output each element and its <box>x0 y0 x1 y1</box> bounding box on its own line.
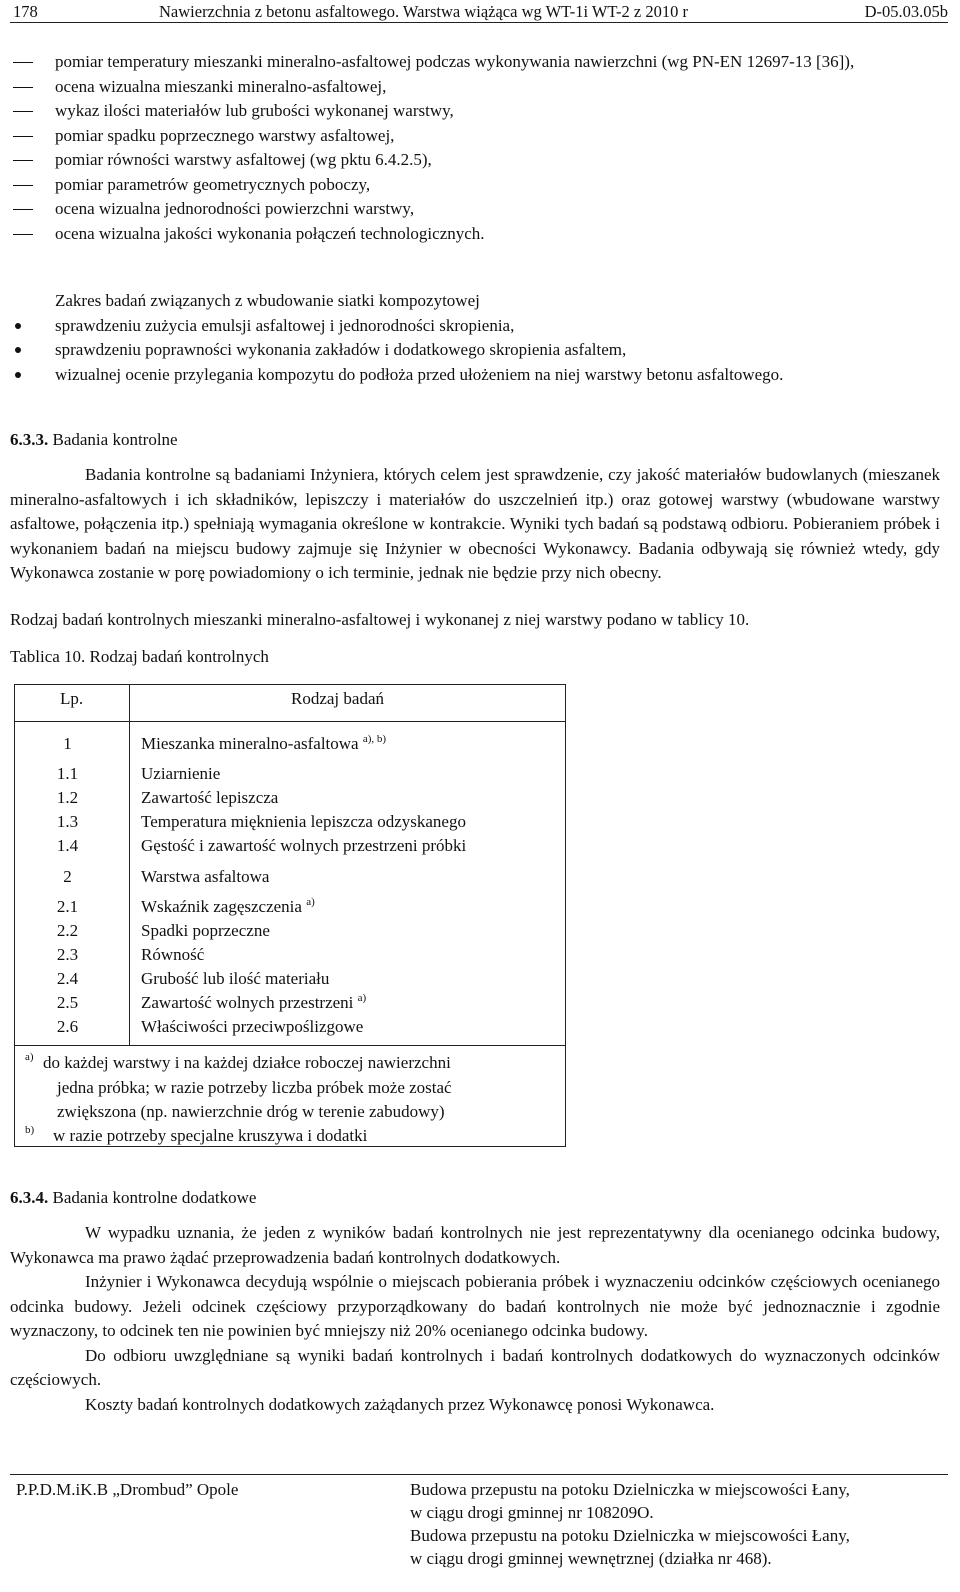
section-title: Badania kontrolne <box>48 430 178 449</box>
row-text: Wskaźnik zagęszczenia $^{a)}$ <box>141 896 315 916</box>
section-633-body-2: Rodzaj badań kontrolnych mieszanki mineralno-asfaltowej i wykonanej z niej warstwy podano w tablicy 10. <box>10 610 750 629</box>
page-header <box>10 0 948 24</box>
section-number: 6.3.3. <box>10 430 49 449</box>
header-title: Nawierzchnia z betonu asfaltowego. Warstwa wiążąca wg WT-1i WT-2 z 2010 r <box>159 2 688 21</box>
row-lp: 1 <box>63 734 72 753</box>
row-lp: 1.2 <box>56 788 79 807</box>
footer-project <box>410 1478 930 1570</box>
list-item: pomiar temperatury mieszanki mineralno-asfaltowej podczas wykonywania nawierzchni (wg PN-EN 12697-13 [36]), <box>10 50 940 75</box>
table-row <box>15 895 565 919</box>
table-row <box>15 865 565 889</box>
measurement-list <box>10 50 940 246</box>
section-number: 6.3.4. <box>10 1188 49 1207</box>
section-633-body: Badania kontrolne są badaniami Inżyniera, których celem jest sprawdzenie, czy jakość materiałów budowlanych (mieszanek mineralno-asfaltowych i ich składników, lepiszczy i materiałów do uszczelnień itp.) oraz gotowej warstwy (wbudowane warstwy asfaltowe, połączenia itp.) spełniają wymagania określone w kontrakcie. Wyniki tych badań są podstawą odbioru. Pobieraniem próbek i wykonaniem badań na miejscu budowy zajmuje się Inżynier w obecności Wykonawcy. Badania odbywają się również wtedy, gdy Wykonawca zostanie w porę powiadomiony o ich terminie, jednak nie będzie przy nich obecny. <box>10 465 940 582</box>
header-divider <box>15 721 565 722</box>
paragraph: W wypadku uznania, że jeden z wyników badań kontrolnych nie jest reprezentatywny dla ocenianego odcinka budowy, Wykonawca ma prawo żądać przeprowadzenia badań kontrolnych dodatkowych. <box>10 1223 940 1267</box>
table-row <box>15 943 565 967</box>
grid-intro: Zakres badań związanych z wbudowanie siatki kompozytowej <box>55 291 480 310</box>
footer-line: w ciągu drogi gminnej nr 108209O. <box>410 1503 654 1522</box>
row-lp: 2.2 <box>56 921 79 940</box>
footnote-line: do każdej warstwy i na każdej działce roboczej nawierzchni <box>43 1053 451 1072</box>
table-row <box>15 1015 565 1039</box>
list-item: ocena wizualna jakości wykonania połączeń technologicznych. <box>10 222 940 247</box>
footnote-line: w razie potrzeby specjalne kruszywa i dodatki <box>53 1126 368 1145</box>
footer-company: P.P.D.M.iK.B „Drombud” Opole <box>16 1480 239 1499</box>
row-text: Grubość lub ilość materiału <box>141 969 330 988</box>
row-text: Spadki poprzeczne <box>141 921 270 940</box>
row-lp: 2.4 <box>56 969 79 988</box>
header-rule <box>10 22 948 23</box>
row-text: Warstwa asfaltowa <box>141 867 270 886</box>
row-text: Uziarnienie <box>141 764 221 783</box>
footnote-mark: a) <box>25 1051 34 1063</box>
table-row <box>15 732 565 756</box>
table-row <box>15 967 565 991</box>
column-header-lp: Lp. <box>60 689 84 708</box>
section-heading-634 <box>10 1186 940 1211</box>
bullet-item: wizualnej ocenie przylegania kompozytu do podłoża przed ułożeniem na niej warstwy betonu asfaltowego. <box>10 363 940 388</box>
footer-line: Budowa przepustu na potoku Dzielniczka w miejscowości Łany, <box>410 1526 850 1545</box>
table-row <box>15 762 565 786</box>
footnote-mark: b) <box>25 1124 35 1136</box>
row-lp: 1.3 <box>56 812 79 831</box>
table-row <box>15 834 565 858</box>
row-text: Równość <box>141 945 205 964</box>
list-item: pomiar równości warstwy asfaltowej (wg pktu 6.4.2.5), <box>10 148 940 173</box>
row-text: Zawartość wolnych przestrzeni $^{a)}$ <box>141 992 367 1012</box>
paragraph: Inżynier i Wykonawca decydują wspólnie o miejscach pobierania próbek i wyznaczeniu odcinków częściowych ocenianego odcinka budowy. Jeżeli odcinek częściowy przyporządkowany do badań kontrolnych nie może być jednoznacznie i zgodnie wyznaczony, to odcinek ten nie powinien być mniejszy niż 20% ocenianego odcinka budowy. <box>10 1272 940 1340</box>
column-header-type: Rodzaj badań <box>291 689 384 708</box>
page-number: 178 <box>13 2 38 21</box>
section-heading-633 <box>10 428 940 453</box>
footnote-divider <box>15 1045 565 1046</box>
bullet-item: sprawdzeniu zużycia emulsji asfaltowej i jednorodności skropienia, <box>10 314 940 339</box>
row-lp: 1.4 <box>56 836 79 855</box>
table-row <box>15 919 565 943</box>
row-lp: 2.6 <box>56 1017 79 1036</box>
list-item: pomiar spadku poprzecznego warstwy asfaltowej, <box>10 124 940 149</box>
row-lp: 1.1 <box>56 764 79 783</box>
list-item: wykaz ilości materiałów lub grubości wykonanej warstwy, <box>10 99 940 124</box>
section-634-body <box>10 1221 940 1417</box>
row-text: Gęstość i zawartość wolnych przestrzeni próbki <box>141 836 467 855</box>
paragraph: Koszty badań kontrolnych dodatkowych zażądanych przez Wykonawcę ponosi Wykonawca. <box>85 1394 715 1414</box>
table-caption: Tablica 10. Rodzaj badań kontrolnych <box>10 647 269 666</box>
section-title: Badania kontrolne dodatkowe <box>48 1188 257 1207</box>
row-lp: 2.1 <box>56 897 79 916</box>
row-text: Temperatura mięknienia lepiszcza odzyskanego <box>141 812 466 831</box>
footnote-line: zwiększona (np. nawierzchnie dróg w terenie zabudowy) <box>57 1102 445 1121</box>
row-text: Mieszanka mineralno-asfaltowa $^{a), b)}$ <box>141 733 387 753</box>
footnote-b <box>25 1124 555 1149</box>
paragraph: Do odbioru uwzględniane są wyniki badań kontrolnych i badań kontrolnych dodatkowych do wyznaczonych odcinków częściowych. <box>10 1345 940 1389</box>
list-item: ocena wizualna jednorodności powierzchni warstwy, <box>10 197 940 222</box>
row-text: Właściwości przeciwpoślizgowe <box>141 1017 364 1036</box>
footnote-line: jedna próbka; w razie potrzeby liczba próbek może zostać <box>57 1077 452 1097</box>
footer-rule <box>10 1474 948 1475</box>
list-item: ocena wizualna mieszanki mineralno-asfaltowej, <box>10 75 940 100</box>
table-row <box>15 991 565 1015</box>
document-code: D-05.03.05b <box>864 2 948 21</box>
list-item: pomiar parametrów geometrycznych poboczy, <box>10 173 940 198</box>
row-text: Zawartość lepiszcza <box>141 788 279 807</box>
footnote-a <box>25 1051 555 1125</box>
footer-line: w ciągu drogi gminnej wewnętrznej (działka nr 468). <box>410 1549 772 1568</box>
row-lp: 2.5 <box>56 993 79 1012</box>
table-row <box>15 810 565 834</box>
control-tests-table <box>14 684 566 1147</box>
row-lp: 2 <box>63 867 72 886</box>
table-row <box>15 786 565 810</box>
row-lp: 2.3 <box>56 945 79 964</box>
grid-tests-block <box>10 289 940 387</box>
bullet-item: sprawdzeniu poprawności wykonania zakładów i dodatkowego skropienia asfaltem, <box>10 338 940 363</box>
footer-line: Budowa przepustu na potoku Dzielniczka w miejscowości Łany, <box>410 1480 850 1499</box>
